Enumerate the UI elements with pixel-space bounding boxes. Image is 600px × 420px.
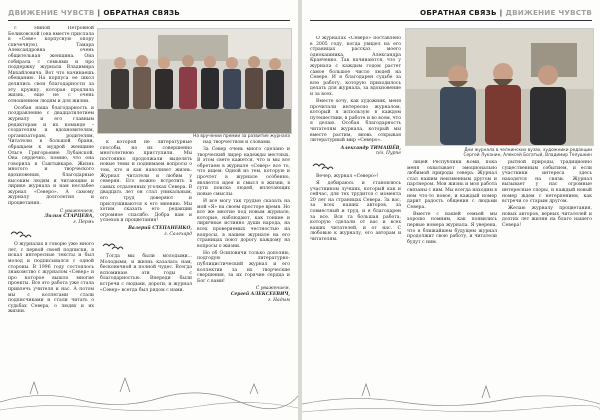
left-page — [0, 0, 298, 420]
signature-name: Сергей АЛЕКСЕЕВИЧ, — [230, 291, 290, 297]
letter-paragraph: О журналах «Северо» поставлено в 2005 году, когда увидел на его страницах рассказ моего однокашника, Александра Кравченко. Так начинаются, что у журнала с каждым годом растет самое большое число людей на Севере. И я благодарен судьбе за всю работу, которую приходилось делать для журнала, за вдохновение и за всех. — [310, 36, 401, 97]
left-column-2 — [100, 140, 192, 410]
signature-name: Валерий СТЕПАНЕНКО, — [128, 225, 192, 231]
letter-paragraph: Вместе с нашей семьей мы хорошо помним, как появились первые номера журнала. Я уверена, что в ближайшем будущем журнал продолжит свою работу, и читатели будут с ним. — [407, 211, 497, 245]
signature-city: г. Салехард — [164, 231, 192, 237]
right-column-3 — [502, 160, 592, 406]
birds-ornament-icon — [312, 160, 334, 171]
letter-signature — [100, 226, 192, 237]
signature-city: г. Надым — [268, 297, 290, 303]
award-photo — [97, 28, 292, 134]
snowy-landscape-sketch — [0, 372, 298, 420]
letter-paragraph: Но об Осиповичи только дополню, подгодую литературно-публицистический журнал и его коллектив за их творческие свершения, за их горячие сердца и Бог с вами! — [197, 250, 290, 284]
left-column-1 — [8, 26, 94, 406]
right-column-1 — [310, 36, 401, 406]
award-photo-image — [98, 29, 291, 133]
signature-line: С уважением, — [59, 208, 94, 214]
letter-paragraph: рытной природы, традиционно существенным событием, и если участники интереса здесь находятся на связи. Журнал вызывает у нас огромные интересные споры, и каждый новый номер ждем с нетерпением, как встречи со старым другом. — [502, 160, 592, 205]
artists-photo-image — [406, 29, 593, 145]
header-feedback-label: ОБРАТНАЯ СВЯЗЬ — [103, 8, 180, 17]
letter-signature — [8, 209, 94, 226]
header-section-label: ДВИЖЕНИЕ ЧУВСТВ — [505, 8, 592, 17]
letter-paragraph: Тогда мы были молодыми... Молодыми, и жизнь казалась нам, бесконечной и полной чудес. Всегда вспоминаю эти годы с благодарностью. Впереди были встречи с людьми, дороги, и журнал «Север» всегда был рядом с нами. — [100, 254, 192, 293]
artists-photo-caption — [422, 148, 592, 158]
letter-paragraph: Вместе хочу, как художник, меня прочитали интересно журналом, который я использую в каждом путешествии, в работе и во всем, что я делаю. Особая благодарность читателям журнала, который мы вместе растим, вновь открывая литературный мир «Северо». — [310, 99, 401, 144]
right-page-header — [420, 6, 592, 19]
letter-paragraph: к которой не литературные способы, но их совершенно многолетнюю приступили. Мы постоянно продолжали выделять новые темы и поднимаем вопросы о том, кто и как наполняет жизнь. Журнал читатели и любим у северян. Его можно встретить в самых отдаленных уголках Севера. В двадцать лет он стал уникальным, его труд доверяют и прислушиваются к его мнению. Мы хотим сказать его редакции огромное спасибо. Добра вам и успехов и процветания! — [100, 140, 192, 224]
letter-signature — [197, 286, 290, 303]
left-column-3 — [197, 140, 290, 410]
letter-paragraph: над творчеством и словами. — [203, 140, 272, 145]
right-column-2 — [407, 160, 497, 406]
artists-caption-line-2: Сергей Луканин, Алексей Богатый, Владимир Телушкин — [463, 153, 592, 158]
birds-ornament-icon — [10, 228, 32, 239]
header-feedback-label: ОБРАТНАЯ СВЯЗЬ — [420, 8, 497, 17]
right-page — [302, 0, 600, 420]
letter-paragraph: Желаю журналу процветания, новых авторов, верных читателей и долгих лет жизни на благо нашего Севера! — [502, 206, 592, 229]
snowy-landscape-sketch — [302, 376, 600, 420]
signature-line: С уважением, — [255, 286, 290, 292]
artists-photo — [405, 28, 594, 146]
artists-caption-line-1: Дни журнала в челнинских вузах, художники редакции — [464, 148, 592, 153]
letter-paragraph: За Север очень много сделано и творческий лидер надежды местных. В этом свете кажется, что и мы все обретаем в журнале «Север» все то, что ищем. Одной из тем, которую и прочтет в журнале особенно, является идея и смысл в жизни, в сути поиска людей, вплетающих новые смыслы. — [197, 147, 290, 197]
signature-name: Александр ТИМАШЁВ, — [340, 145, 401, 151]
header-separator: | — [499, 8, 503, 17]
birds-ornament-icon — [102, 240, 124, 251]
letter-paragraph: с Ниной Петровной Беликовской (она вместе прислала в «Севе» корпусную опору спичечную). Тамара Александровна очень общительная женщина. Она собирала с семьями и про поддержку журнала Владимира Михайловича. Вот что начинаешь обещанию. На корпуса ее школ делились свои благодарности за эту кружку, которая продлила жизнь, еще не с очень отношением людям и для жизни. — [8, 26, 94, 104]
left-page-header — [8, 6, 180, 19]
signature-name: Лилия СТАРЦЕВА, — [44, 214, 94, 220]
header-rule — [8, 20, 290, 21]
letter-signature — [310, 146, 401, 157]
signature-city: п/о. Пурпе — [376, 151, 401, 157]
header-section-label: ДВИЖЕНИЕ ЧУВСТВ — [8, 8, 95, 17]
letter-paragraph: Вечер, журнал «Северо»! — [316, 173, 379, 179]
letter-paragraph: Я добираюсь и становлюсь участником лучших, который как и сейчас, для тех трудится с момента 20 лет на страницах Севера. За вас, за всех наших авторов, за совместный и труд, и я благодарен за все. Вся та большая работа, которую сделали от вас и всех ваших читателей, и от нас. С любовью к журналу, его авторам и читателям. — [310, 181, 401, 242]
award-photo-caption: На вручении премии за развитие журнала — [193, 134, 290, 139]
letter-paragraph: Особая наша благодарность и поздравление с двадцатилетием журналу и его главным редакторам и их команде – создателям и вдохновителям, организаторам, родителям, Читателю в большой брани, обращаем к мудрой женщине Ольге Григорьевне Лубанской. Она сердечно, помню, что она говорила в Сыктывкаре. Жизнь многого и творческого вдохновения, благодарные высоким людям и читающим и лирике журнала и нам неслабее журнал «Северо». А самому журналу долголетия и процветания. — [8, 105, 94, 206]
signature-city: г. Пермь — [73, 219, 94, 225]
letter-paragraph: лицей Республики Коми, пока меня охватывает эмоционально любимой природы севера. Журнал стал нашим неизменным другом и партнером. Моя жизнь и моя работа связаны с ним. Мы всегда находим в нем что-то новое, и каждый номер дарит радость общения с людьми Севера. — [407, 160, 497, 210]
letter-paragraph: И все могу так грудью сказать на мой «Я» на своем просторе время. Но все же многие под новым журнале, которые, наблюдают, как тонкие и лиричные истинно души народа, на всех проверяемых честностью на вопросы, в нашем журнале на его страницах поют дорогу каждому на вопросы о жизни. — [197, 198, 290, 249]
letter-paragraph: О журналах я говорю уже много лет, с первой своей подписки, я искал интересные тексты и был молод и подписывался с одной стороны. В 1996 году состоялось знакомство с журналом «Север» и про которое вышло многие проекты. Все это работа уже стала привлечь учителя и нас. А потом мы с коллегами стали подписчиками и стали читать о судьбах Севера, о людях и их жизни. — [8, 242, 94, 315]
header-rule — [310, 20, 592, 21]
header-separator: | — [97, 8, 101, 17]
